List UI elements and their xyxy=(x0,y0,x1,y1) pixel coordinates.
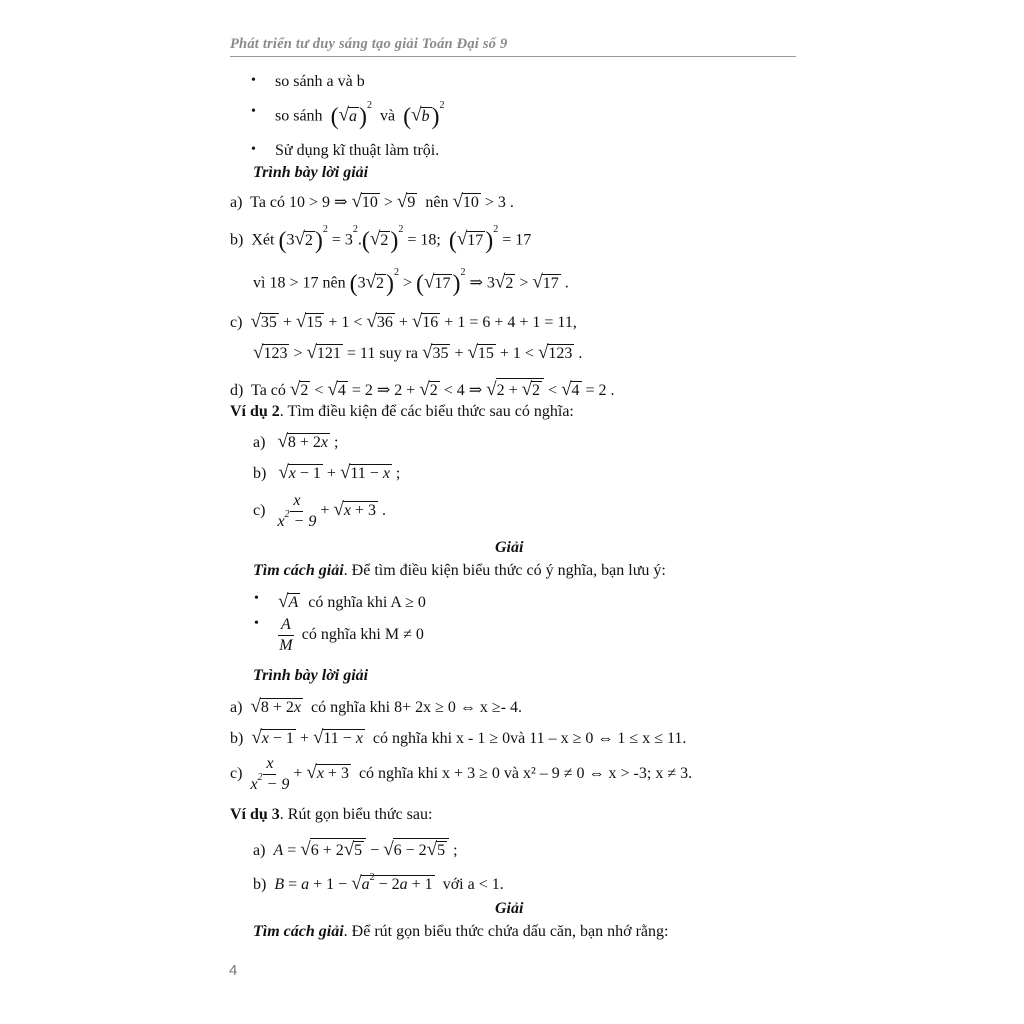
bullet-technique: • Sử dụng kĩ thuật làm trội. xyxy=(275,143,439,159)
example-2-heading: Ví dụ 2. Tìm điều kiện để các biểu thức sau có nghĩa: xyxy=(230,403,574,420)
solution-c-cont: √123 > √121 = 11 suy ra √35 + √15 + 1 < √123 . xyxy=(253,342,583,363)
ex2-sol-c: c) $\frac{x}{x^2 - 9}$ + √x + 3 có nghĩa khi x + 3 ≥ 0 và x² – 9 ≠ 0 ⇔ x > -3; x ≠ 3. xyxy=(230,755,693,793)
ex3-b: b) $B = a + 1 - √a^2 - 2a + 1$ với a < 1. xyxy=(253,872,504,894)
giai-heading-2: Giải xyxy=(495,900,524,917)
ex3-a: a) A = √6 + 2√5 − √6 − 2√5 ; xyxy=(253,839,458,860)
example-3-heading: Ví dụ 3. Rút gọn biểu thức sau: xyxy=(230,806,433,823)
ex2-c: c) $\frac{x}{x^2 - 9}$ + √x + 3 . xyxy=(253,492,386,530)
solution-b: b) Xét $(3√2)^2 = 3^2.(√2)^2 = 18$; $(√17)^2 = 17$ xyxy=(230,224,532,254)
running-header: Phát triển tư duy sáng tạo giải Toán Đại số 9 xyxy=(230,36,508,52)
header-rule xyxy=(230,56,796,57)
hint-bullet-frac: • $\frac{A}{M}$ có nghĩa khi M ≠ 0 xyxy=(278,617,424,654)
bullet-compare-squares: • so sánh $(√a)^2$ và $(√b)^2$ xyxy=(275,105,445,129)
hint-line-2: Tìm cách giải. Để rút gọn biểu thức chứa dấu căn, bạn nhớ rằng: xyxy=(253,923,669,940)
hint-bullet-sqrt: • √A có nghĩa khi A ≥ 0 xyxy=(278,592,426,611)
hint-line: Tìm cách giải. Để tìm điều kiện biểu thức có ý nghĩa, bạn lưu ý: xyxy=(253,562,666,579)
solution-d: d) Ta có √2 < √4 = 2 ⇒ 2 + √2 < 4 ⇒ √2 + √2 < √4 = 2 . xyxy=(230,379,615,400)
ex2-a: a) √8 + 2x ; xyxy=(253,431,339,452)
ex2-b: b) √x − 1 + √11 − x ; xyxy=(253,462,401,483)
section-heading: Trình bày lời giải xyxy=(253,164,369,181)
ex2-sol-a: a) √8 + 2x có nghĩa khi 8+ 2x ≥ 0 ⇔ x ≥- 4. xyxy=(230,696,523,717)
solution-c: c) √35 + √15 + 1 < √36 + √16 + 1 = 6 + 4 + 1 = 11, xyxy=(230,311,577,332)
ex2-sol-b: b) √x − 1 + √11 − x có nghĩa khi x - 1 ≥ 0và 11 – x ≥ 0 ⇔ 1 ≤ x ≤ 11. xyxy=(230,727,687,748)
solution-a: a) Ta có 10 > 9 ⇒ √10 > √9 nên √10 > 3 . xyxy=(230,191,514,212)
page-number: 4 xyxy=(229,962,238,979)
section-heading-2: Trình bày lời giải xyxy=(253,667,369,684)
solution-b-cont: vì 18 > 17 nên $(3√2)^2 > (√17)^2$ ⇒ 3√2 > √17 . xyxy=(253,267,569,297)
giai-heading: Giải xyxy=(495,539,524,556)
bullet-compare-ab: • so sánh a và b xyxy=(275,74,365,90)
